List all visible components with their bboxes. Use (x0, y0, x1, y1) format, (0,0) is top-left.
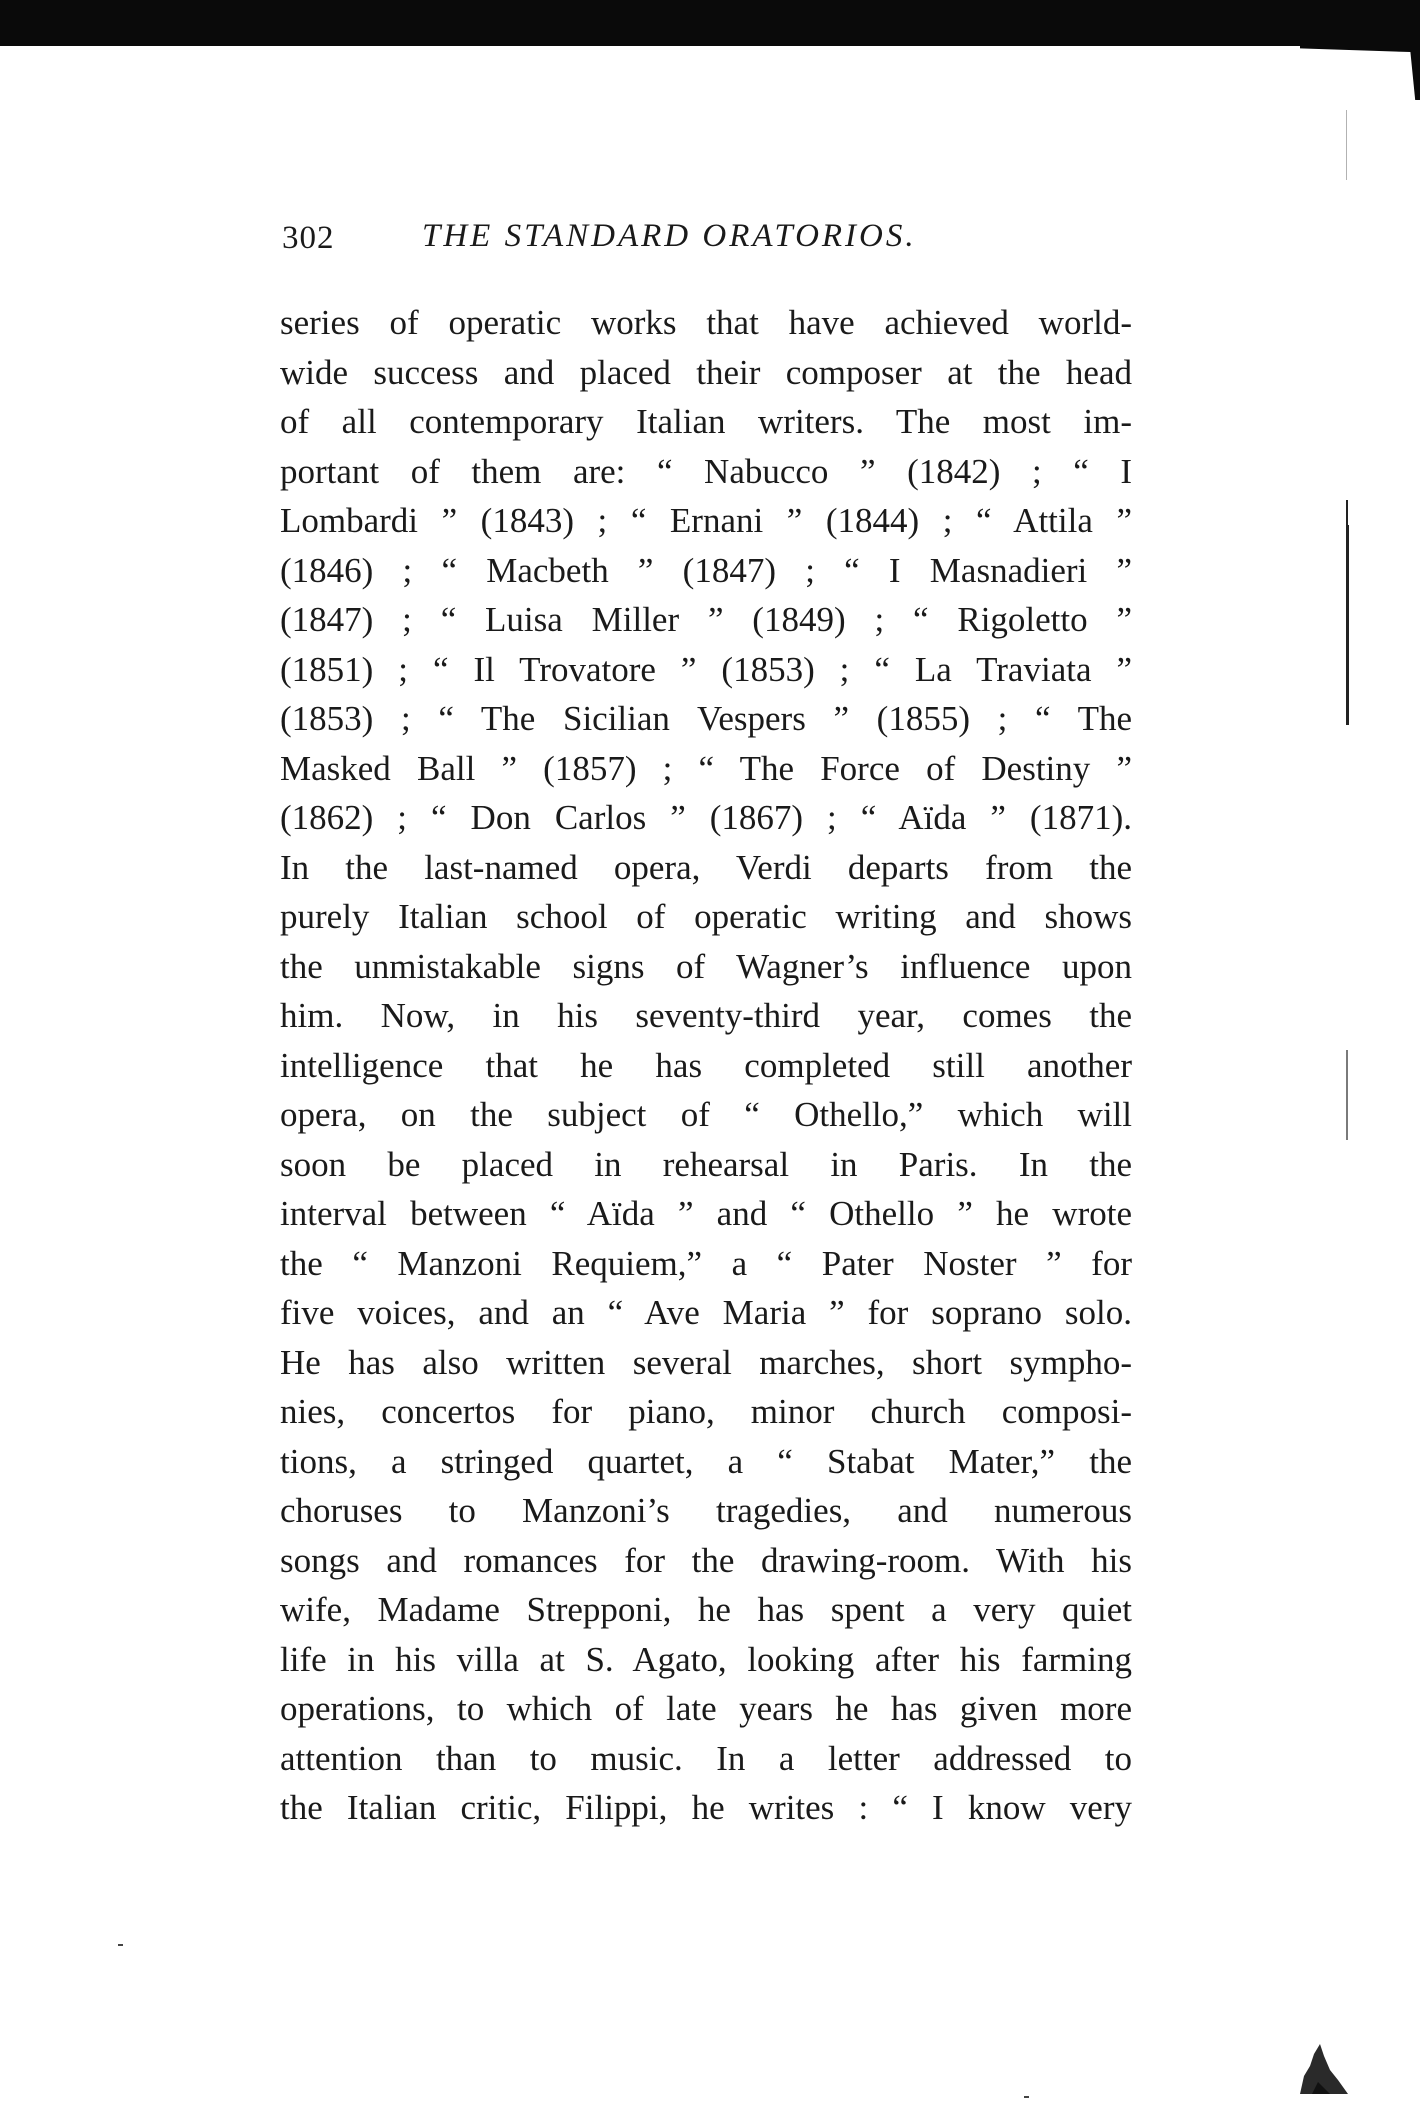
text-line: opera, on the subject of “ Othello,” which will (280, 1095, 1132, 1134)
text-line: (1862) ; “ Don Carlos ” (1867) ; “ Aïda ” (1871). (280, 798, 1132, 837)
text-line: nies, concertos for piano, minor church composi- (280, 1392, 1132, 1431)
text-line: the unmistakable signs of Wagner’s influence upon (280, 946, 1132, 986)
scan-top-border (0, 0, 1420, 46)
text-line: wide success and placed their composer at the head (280, 352, 1132, 392)
scan-top-border-edge (1300, 40, 1420, 100)
text-line: life in his villa at S. Agato, looking after his farming (280, 1639, 1132, 1679)
scan-speck (1024, 2096, 1029, 2098)
text-line: attention than to music. In a letter addressed to (280, 1738, 1132, 1778)
page-header (282, 214, 1132, 270)
running-title: THE STANDARD ORATORIOS. (422, 218, 917, 254)
scan-margin-mark (1346, 1050, 1348, 1140)
text-line: Lombardi ” (1843) ; “ Ernani ” (1844) ; “ Attila ” (280, 501, 1132, 540)
text-line: (1853) ; “ The Sicilian Vespers ” (1855) ; “ The (280, 699, 1132, 738)
text-line: portant of them are: “ Nabucco ” (1842) ; “ I (280, 451, 1132, 491)
text-line: series of operatic works that have achieved world- (280, 303, 1132, 342)
text-line: choruses to Manzoni’s tragedies, and numerous (280, 1491, 1132, 1530)
text-line: intelligence that he has completed still another (280, 1045, 1132, 1085)
text-line: (1851) ; “ Il Trovatore ” (1853) ; “ La Traviata ” (280, 649, 1132, 689)
text-line: of all contemporary Italian writers. The most im- (280, 402, 1132, 441)
text-line: He has also written several marches, short sympho- (280, 1342, 1132, 1382)
scan-margin-mark (1346, 110, 1347, 180)
text-line: songs and romances for the drawing-room. With his (280, 1540, 1132, 1580)
text-line: five voices, and an “ Ave Maria ” for soprano solo. (280, 1293, 1132, 1332)
text-line: him. Now, in his seventy-third year, comes the (280, 996, 1132, 1035)
page-number: 302 (282, 220, 335, 256)
text-line: operations, to which of late years he has given more (280, 1689, 1132, 1728)
scan-speck (118, 1944, 123, 1946)
text-line: purely Italian school of operatic writing and shows (280, 897, 1132, 936)
text-line: (1846) ; “ Macbeth ” (1847) ; “ I Masnadieri ” (280, 550, 1132, 590)
body-text (280, 298, 1132, 1833)
text-line: the Italian critic, Filippi, he writes : “ I know very (280, 1788, 1132, 1827)
text-line: soon be placed in rehearsal in Paris. In the (280, 1144, 1132, 1184)
text-line: the “ Manzoni Requiem,” a “ Pater Noster ” for (280, 1243, 1132, 1283)
scanner-corner-mark (1290, 2036, 1350, 2096)
text-line: interval between “ Aïda ” and “ Othello ” he wrote (280, 1194, 1132, 1233)
text-line: Masked Ball ” (1857) ; “ The Force of Destiny ” (280, 748, 1132, 788)
text-line: (1847) ; “ Luisa Miller ” (1849) ; “ Rigoletto ” (280, 600, 1132, 639)
scan-margin-mark (1346, 525, 1349, 725)
text-line: tions, a stringed quartet, a “ Stabat Mater,” the (280, 1441, 1132, 1481)
text-line: In the last-named opera, Verdi departs from the (280, 847, 1132, 887)
text-line: wife, Madame Strepponi, he has spent a very quiet (280, 1590, 1132, 1629)
